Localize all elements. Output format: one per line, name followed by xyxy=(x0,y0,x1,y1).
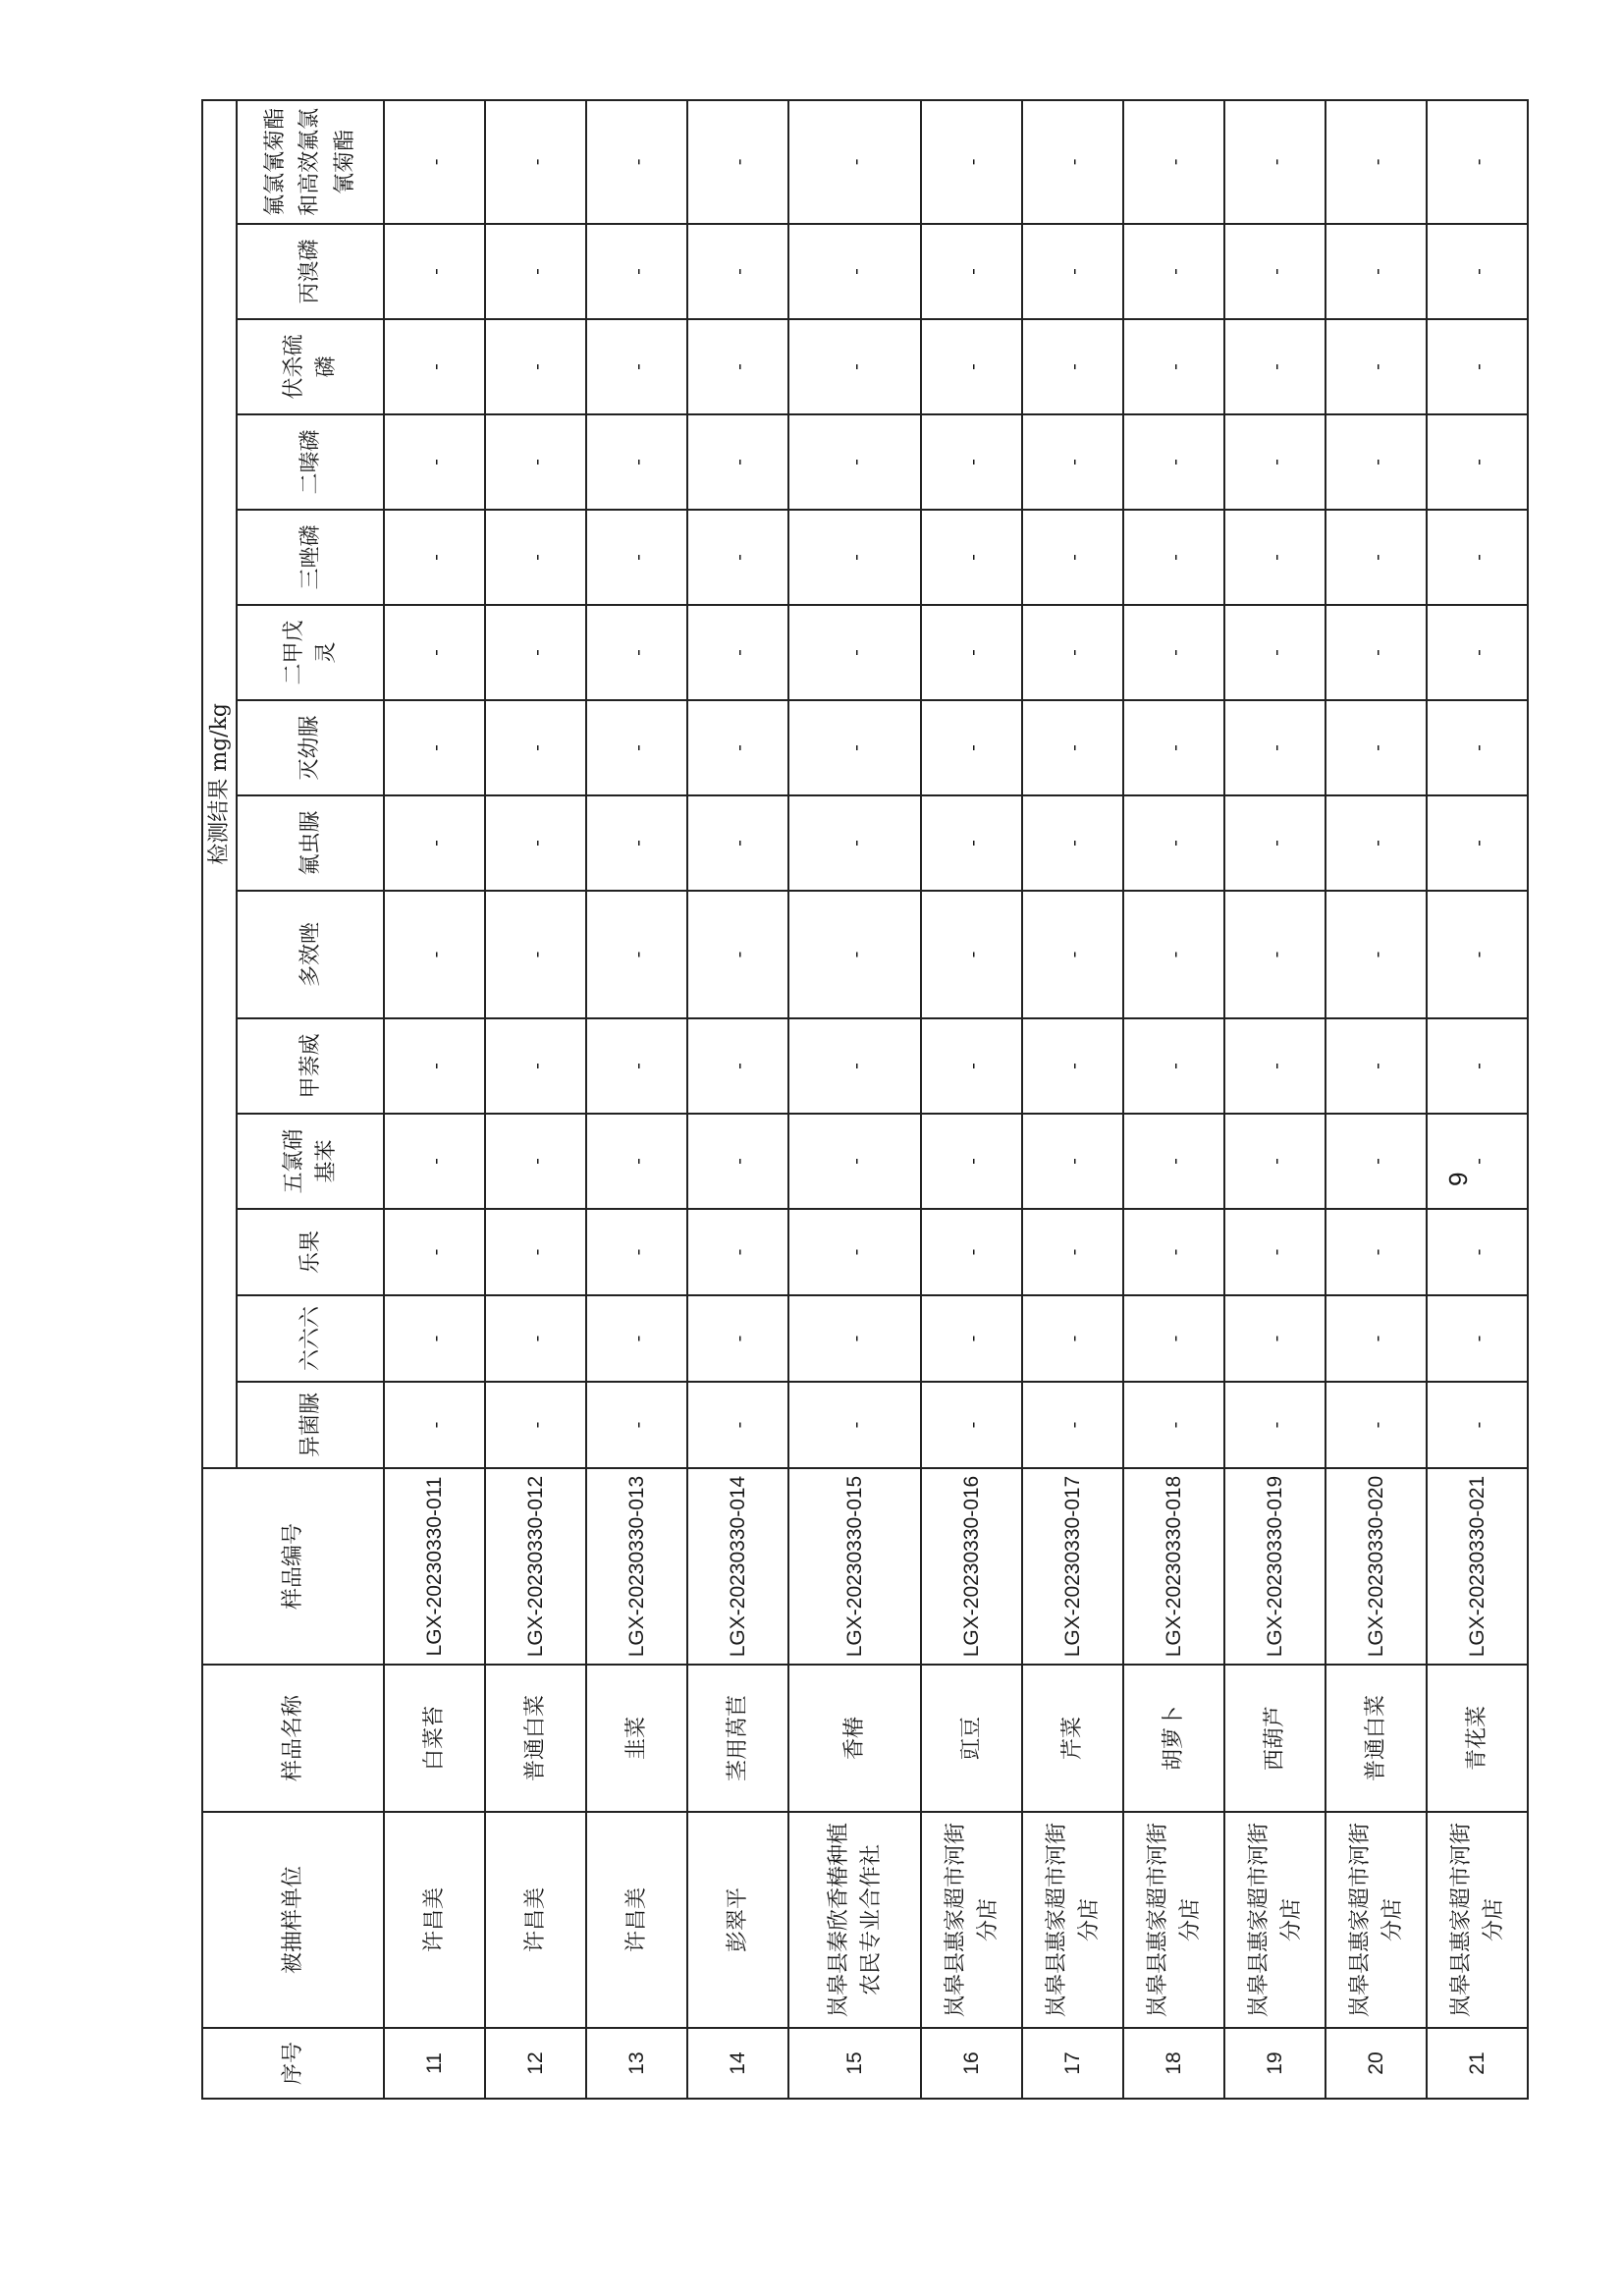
table-row xyxy=(384,100,485,2099)
header-analyte: 甲萘威 xyxy=(237,1018,384,1114)
row-sample-code: LGX-20230330-019 xyxy=(1224,1468,1325,1665)
row-result: - xyxy=(1022,319,1123,414)
row-result: - xyxy=(687,1018,788,1114)
row-result: - xyxy=(687,510,788,605)
row-result: - xyxy=(788,795,921,891)
row-result: - xyxy=(1224,700,1325,795)
row-result: - xyxy=(586,795,687,891)
row-result: - xyxy=(1427,510,1528,605)
row-result: - xyxy=(1427,100,1528,224)
row-result: - xyxy=(1325,1209,1427,1295)
row-result: - xyxy=(1123,1382,1224,1468)
row-result: - xyxy=(921,1382,1022,1468)
row-result: - xyxy=(921,1018,1022,1114)
row-index: 21 xyxy=(1427,2028,1528,2099)
row-result: - xyxy=(586,100,687,224)
row-result: - xyxy=(384,1209,485,1295)
header-analyte: 异菌脲 xyxy=(237,1382,384,1468)
row-result: - xyxy=(1022,1114,1123,1209)
row-result: - xyxy=(485,100,586,224)
row-index: 17 xyxy=(1022,2028,1123,2099)
row-result: - xyxy=(1224,1209,1325,1295)
row-result: - xyxy=(687,605,788,700)
row-result: - xyxy=(384,100,485,224)
header-analyte: 丙溴磷 xyxy=(237,224,384,319)
row-sample-name: 白菜苔 xyxy=(384,1665,485,1812)
header-analyte: 灭幼脲 xyxy=(237,700,384,795)
row-sampled-unit: 岚皋县惠家超市河街分店 xyxy=(1123,1812,1224,2028)
row-index: 14 xyxy=(687,2028,788,2099)
row-result: - xyxy=(788,1209,921,1295)
row-result: - xyxy=(1427,700,1528,795)
row-result: - xyxy=(1022,795,1123,891)
row-result: - xyxy=(384,510,485,605)
row-result: - xyxy=(586,319,687,414)
row-index: 11 xyxy=(384,2028,485,2099)
row-result: - xyxy=(586,1295,687,1382)
row-result: - xyxy=(1325,1295,1427,1382)
row-result: - xyxy=(788,100,921,224)
row-result: - xyxy=(1325,1382,1427,1468)
row-result: - xyxy=(586,1018,687,1114)
row-result: - xyxy=(1123,224,1224,319)
header-analyte: 氟氯氰菊酯和高效氟氯氰菊酯 xyxy=(237,100,384,224)
row-result: - xyxy=(687,795,788,891)
row-result: - xyxy=(921,795,1022,891)
row-sample-name: 芹菜 xyxy=(1022,1665,1123,1812)
row-sampled-unit: 岚皋县惠家超市河街分店 xyxy=(1022,1812,1123,2028)
row-result: - xyxy=(1224,224,1325,319)
row-result: - xyxy=(1224,1295,1325,1382)
row-index: 15 xyxy=(788,2028,921,2099)
row-result: - xyxy=(788,1295,921,1382)
row-result: - xyxy=(1427,224,1528,319)
table-row xyxy=(788,100,921,2099)
row-result: - xyxy=(485,414,586,510)
row-result: - xyxy=(586,1114,687,1209)
table-row xyxy=(921,100,1022,2099)
row-result: - xyxy=(1224,319,1325,414)
row-result: - xyxy=(788,510,921,605)
row-result: - xyxy=(1427,795,1528,891)
row-result: - xyxy=(1022,891,1123,1018)
row-result: - xyxy=(1427,891,1528,1018)
row-result: - xyxy=(1427,1114,1528,1209)
row-result: - xyxy=(586,1382,687,1468)
row-result: - xyxy=(485,891,586,1018)
row-result: - xyxy=(1123,1295,1224,1382)
row-result: - xyxy=(384,414,485,510)
row-result: - xyxy=(687,100,788,224)
row-result: - xyxy=(1224,1018,1325,1114)
row-result: - xyxy=(1123,1114,1224,1209)
row-result: - xyxy=(485,224,586,319)
row-result: - xyxy=(687,1382,788,1468)
row-result: - xyxy=(586,510,687,605)
row-result: - xyxy=(1224,795,1325,891)
row-result: - xyxy=(1427,414,1528,510)
row-sampled-unit: 岚皋县惠家超市河街分店 xyxy=(921,1812,1022,2028)
row-index: 12 xyxy=(485,2028,586,2099)
row-sampled-unit: 岚皋县惠家超市河街分店 xyxy=(1325,1812,1427,2028)
row-result: - xyxy=(1022,1018,1123,1114)
row-result: - xyxy=(687,700,788,795)
row-sample-code: LGX-20230330-013 xyxy=(586,1468,687,1665)
row-index: 19 xyxy=(1224,2028,1325,2099)
row-result: - xyxy=(485,1114,586,1209)
row-result: - xyxy=(1325,795,1427,891)
row-result: - xyxy=(586,414,687,510)
row-result: - xyxy=(788,1018,921,1114)
row-result: - xyxy=(1325,700,1427,795)
row-result: - xyxy=(921,100,1022,224)
row-result: - xyxy=(687,224,788,319)
row-sample-code: LGX-20230330-020 xyxy=(1325,1468,1427,1665)
row-sample-name: 普通白菜 xyxy=(1325,1665,1427,1812)
row-sampled-unit: 许昌美 xyxy=(485,1812,586,2028)
row-result: - xyxy=(384,891,485,1018)
row-sampled-unit: 许昌美 xyxy=(586,1812,687,2028)
row-result: - xyxy=(586,700,687,795)
row-sample-name: 普通白菜 xyxy=(485,1665,586,1812)
row-sample-code: LGX-20230330-018 xyxy=(1123,1468,1224,1665)
header-results-group: 检测结果 mg/kg xyxy=(202,100,237,1468)
row-result: - xyxy=(921,1209,1022,1295)
row-result: - xyxy=(1123,605,1224,700)
row-result: - xyxy=(788,414,921,510)
row-result: - xyxy=(921,1114,1022,1209)
row-sample-code: LGX-20230330-014 xyxy=(687,1468,788,1665)
row-sample-name: 韭菜 xyxy=(586,1665,687,1812)
row-result: - xyxy=(384,1382,485,1468)
row-result: - xyxy=(1427,319,1528,414)
row-result: - xyxy=(485,1295,586,1382)
row-result: - xyxy=(921,1295,1022,1382)
row-result: - xyxy=(485,1209,586,1295)
row-result: - xyxy=(485,319,586,414)
row-result: - xyxy=(1224,100,1325,224)
row-sampled-unit: 岚皋县惠家超市河街分店 xyxy=(1427,1812,1528,2028)
row-sample-code: LGX-20230330-016 xyxy=(921,1468,1022,1665)
row-result: - xyxy=(1224,605,1325,700)
row-result: - xyxy=(687,891,788,1018)
row-result: - xyxy=(1022,414,1123,510)
row-result: - xyxy=(687,1114,788,1209)
row-result: - xyxy=(788,605,921,700)
row-result: - xyxy=(485,795,586,891)
header-analyte: 三唑磷 xyxy=(237,510,384,605)
row-result: - xyxy=(586,891,687,1018)
row-result: - xyxy=(586,605,687,700)
row-result: - xyxy=(1123,319,1224,414)
header-analyte: 乐果 xyxy=(237,1209,384,1295)
row-result: - xyxy=(1022,1295,1123,1382)
row-result: - xyxy=(1325,319,1427,414)
row-sample-code: LGX-20230330-012 xyxy=(485,1468,586,1665)
row-result: - xyxy=(687,1209,788,1295)
row-result: - xyxy=(384,1295,485,1382)
row-result: - xyxy=(1427,1209,1528,1295)
header-sample-code: 样品编号 xyxy=(202,1468,384,1665)
row-result: - xyxy=(1325,605,1427,700)
row-index: 13 xyxy=(586,2028,687,2099)
row-result: - xyxy=(1224,510,1325,605)
row-sample-code: LGX-20230330-021 xyxy=(1427,1468,1528,1665)
row-result: - xyxy=(1123,1209,1224,1295)
row-sample-name: 青花菜 xyxy=(1427,1665,1528,1812)
table-row xyxy=(1325,100,1427,2099)
row-result: - xyxy=(788,700,921,795)
row-result: - xyxy=(687,414,788,510)
row-sampled-unit: 彭翠平 xyxy=(687,1812,788,2028)
row-sample-name: 香椿 xyxy=(788,1665,921,1812)
header-analyte: 多效唑 xyxy=(237,891,384,1018)
row-result: - xyxy=(485,1382,586,1468)
table-row xyxy=(586,100,687,2099)
row-result: - xyxy=(1325,1114,1427,1209)
row-result: - xyxy=(1022,605,1123,700)
header-analyte: 二嗪磷 xyxy=(237,414,384,510)
row-result: - xyxy=(1123,891,1224,1018)
row-result: - xyxy=(921,510,1022,605)
row-result: - xyxy=(1022,224,1123,319)
row-result: - xyxy=(485,510,586,605)
row-result: - xyxy=(1325,1018,1427,1114)
row-result: - xyxy=(1325,891,1427,1018)
header-row-group xyxy=(202,100,237,2099)
table-row xyxy=(485,100,586,2099)
row-result: - xyxy=(1022,510,1123,605)
row-result: - xyxy=(1325,100,1427,224)
row-index: 18 xyxy=(1123,2028,1224,2099)
row-result: - xyxy=(1325,510,1427,605)
row-result: - xyxy=(384,700,485,795)
header-analyte: 五氯硝基苯 xyxy=(237,1114,384,1209)
row-result: - xyxy=(1224,1382,1325,1468)
row-result: - xyxy=(921,414,1022,510)
row-result: - xyxy=(1123,100,1224,224)
row-result: - xyxy=(1123,795,1224,891)
row-result: - xyxy=(1123,1018,1224,1114)
row-result: - xyxy=(384,224,485,319)
row-result: - xyxy=(384,319,485,414)
page-number: 9 xyxy=(1443,1172,1473,1186)
header-analyte: 伏杀硫磷 xyxy=(237,319,384,414)
row-result: - xyxy=(1325,414,1427,510)
row-result: - xyxy=(921,700,1022,795)
header-analyte: 二甲戊灵 xyxy=(237,605,384,700)
row-result: - xyxy=(1022,100,1123,224)
row-result: - xyxy=(921,891,1022,1018)
row-sampled-unit: 岚皋县惠家超市河街分店 xyxy=(1224,1812,1325,2028)
row-sample-name: 豇豆 xyxy=(921,1665,1022,1812)
header-analyte: 六六六 xyxy=(237,1295,384,1382)
row-result: - xyxy=(485,1018,586,1114)
row-result: - xyxy=(788,1382,921,1468)
table-row xyxy=(1224,100,1325,2099)
row-result: - xyxy=(1022,1209,1123,1295)
row-sample-code: LGX-20230330-017 xyxy=(1022,1468,1123,1665)
row-result: - xyxy=(1224,1114,1325,1209)
row-result: - xyxy=(384,605,485,700)
row-result: - xyxy=(485,700,586,795)
row-result: - xyxy=(788,224,921,319)
row-index: 20 xyxy=(1325,2028,1427,2099)
table-row xyxy=(1022,100,1123,2099)
row-result: - xyxy=(384,1018,485,1114)
row-index: 16 xyxy=(921,2028,1022,2099)
row-result: - xyxy=(1427,1382,1528,1468)
row-result: - xyxy=(687,319,788,414)
row-result: - xyxy=(921,605,1022,700)
inspection-results-table xyxy=(201,99,1529,2100)
table-row xyxy=(1427,100,1528,2099)
row-sampled-unit: 许昌美 xyxy=(384,1812,485,2028)
row-result: - xyxy=(485,605,586,700)
row-result: - xyxy=(1224,414,1325,510)
table-row xyxy=(687,100,788,2099)
row-sampled-unit: 岚皋县秦欣香椿种植农民专业合作社 xyxy=(788,1812,921,2028)
row-sample-name: 茎用莴苣 xyxy=(687,1665,788,1812)
row-result: - xyxy=(921,224,1022,319)
row-sample-code: LGX-20230330-015 xyxy=(788,1468,921,1665)
row-result: - xyxy=(788,1114,921,1209)
row-result: - xyxy=(1224,891,1325,1018)
row-result: - xyxy=(586,224,687,319)
row-result: - xyxy=(1022,1382,1123,1468)
row-result: - xyxy=(1022,700,1123,795)
row-result: - xyxy=(384,795,485,891)
row-sample-code: LGX-20230330-011 xyxy=(384,1468,485,1665)
row-result: - xyxy=(1325,224,1427,319)
row-result: - xyxy=(586,1209,687,1295)
header-analyte: 氟虫脲 xyxy=(237,795,384,891)
header-index: 序号 xyxy=(202,2028,384,2099)
row-result: - xyxy=(1123,700,1224,795)
row-result: - xyxy=(1427,1018,1528,1114)
row-result: - xyxy=(1123,414,1224,510)
row-result: - xyxy=(1427,1295,1528,1382)
row-result: - xyxy=(921,319,1022,414)
row-result: - xyxy=(384,1114,485,1209)
row-result: - xyxy=(788,319,921,414)
table-row xyxy=(1123,100,1224,2099)
header-sample-name: 样品名称 xyxy=(202,1665,384,1812)
row-sample-name: 胡萝卜 xyxy=(1123,1665,1224,1812)
header-sampled-unit: 被抽样单位 xyxy=(202,1812,384,2028)
row-result: - xyxy=(1427,605,1528,700)
row-result: - xyxy=(1123,510,1224,605)
row-sample-name: 西葫芦 xyxy=(1224,1665,1325,1812)
row-result: - xyxy=(788,891,921,1018)
row-result: - xyxy=(687,1295,788,1382)
